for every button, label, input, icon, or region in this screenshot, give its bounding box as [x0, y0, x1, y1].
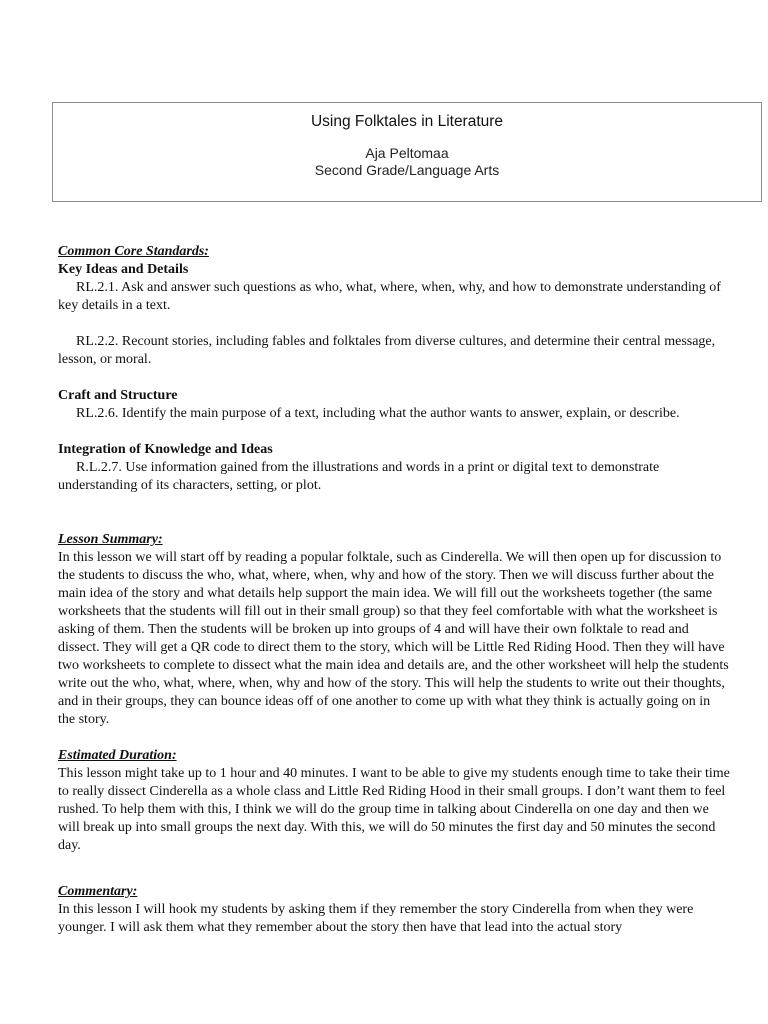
integration-heading: Integration of Knowledge and Ideas: [58, 442, 273, 457]
lesson-summary-heading: Lesson Summary:: [58, 532, 163, 547]
standard-rl-2-7: R.L.2.7. Use information gained from the illustrations and words in a print or digital text to demonstrate understanding of its characters, setting, or plot.: [58, 460, 660, 493]
commentary-body: In this lesson I will hook my students by asking them if they remember the story Cinderella from when they were younger. I will ask them what they remember about the story then have that lead into the actual story: [58, 902, 694, 935]
lesson-summary-body: In this lesson we will start off by reading a popular folktale, such as Cinderella. We will then open up for discussion to the students to discuss the who, what, where, when, why and how of the story. Then we will discuss further about the main idea of the story and what details help support the main idea. We will fill out the worksheets together (the same worksheets that the students will fill out in their small group) so that they feel comfortable with what the worksheet is asking of them. Then the students will be broken up into groups of 4 and will have their own folktale to read and dissect. They will get a QR code to direct them to the story, which will be Little Red Riding Hood. Then they will have two worksheets to complete to dissect what the main idea and details are, and the other worksheet will help the students write out the who, what, where, when, why and how of the story. This will help the students to write out their thoughts, and in their groups, they can bounce ideas off of one another to come up with what they think is actually going on in the story.: [58, 550, 729, 727]
document-title: Using Folktales in Literature: [310, 113, 504, 130]
author-name: Aja Peltomaa: [365, 145, 449, 161]
duration-body: This lesson might take up to 1 hour and 40 minutes. I want to be able to give my students enough time to take their time to really dissect Cinderella as a whole class and Little Red Riding Hood in their small groups. I don’t want them to feel rushed. To help them with this, I think we will do the group time in talking about Cinderella on one day and then we will break up into small groups the next day. With this, we will do 50 minutes the first day and 50 minutes the second day.: [58, 766, 730, 853]
standards-heading: Common Core Standards:: [58, 244, 209, 259]
duration-heading: Estimated Duration:: [58, 748, 177, 763]
craft-structure-heading: Craft and Structure: [58, 388, 178, 403]
title-box: [52, 102, 762, 202]
standard-rl-2-1: RL.2.1. Ask and answer such questions as who, what, where, when, why, and how to demonstrate understanding of key details in a text.: [58, 280, 721, 313]
document-body: [58, 243, 730, 937]
commentary-heading: Commentary:: [58, 884, 138, 899]
grade-subject: Second Grade/Language Arts: [314, 162, 500, 178]
standard-rl-2-6: RL.2.6. Identify the main purpose of a text, including what the author wants to answer, explain, or describe.: [76, 406, 680, 421]
standard-rl-2-2: RL.2.2. Recount stories, including fables and folktales from diverse cultures, and determine their central message, lesson, or moral.: [58, 334, 716, 367]
key-ideas-heading: Key Ideas and Details: [58, 262, 189, 277]
